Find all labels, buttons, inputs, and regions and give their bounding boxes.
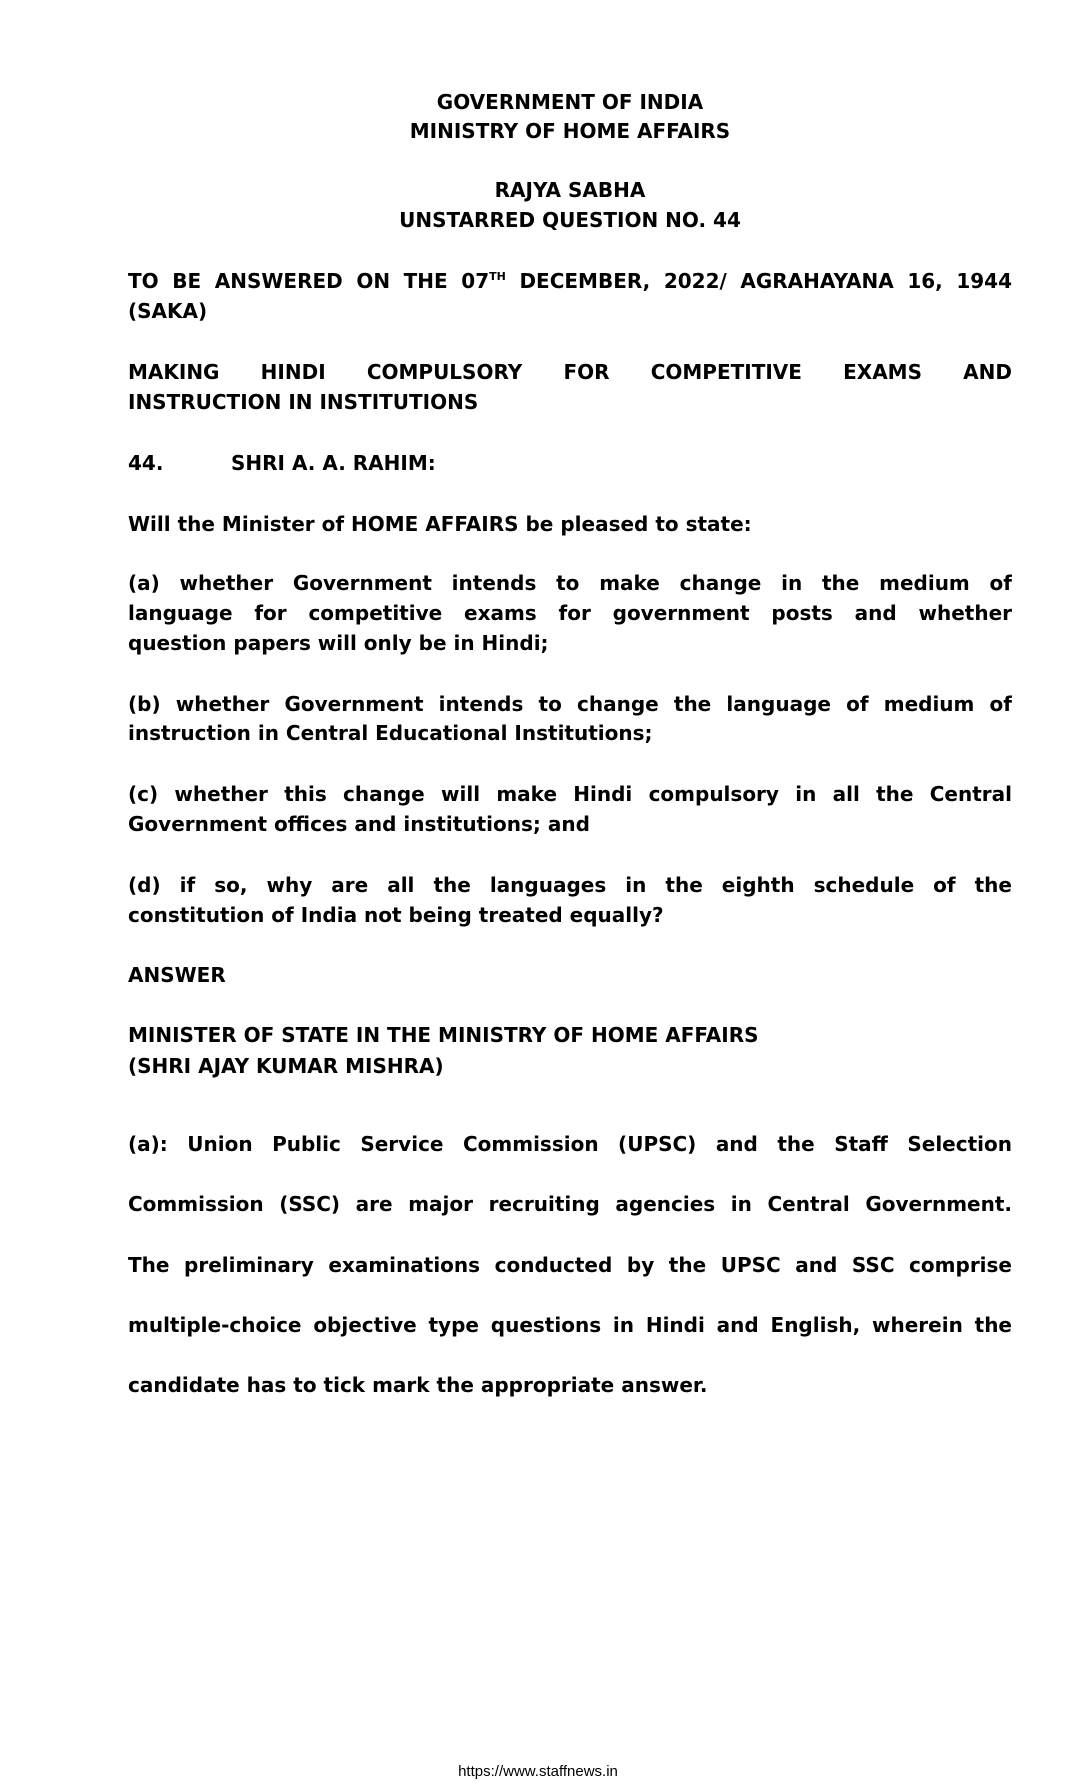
answer-text-line: candidate has to tick mark the appropriate answer.	[128, 1373, 708, 1397]
footer-url: https://www.staffnews.in	[458, 1763, 618, 1780]
question-part-c-line: (c) whether this change will make Hindi compulsory in all the Central	[128, 782, 1012, 806]
question-part-a-line: question papers will only be in Hindi;	[128, 631, 549, 655]
question-member-row	[128, 448, 1012, 478]
question-part-b-line: (b) whether Government intends to change the language of medium of	[128, 692, 1012, 716]
answer-date-suffix: DECEMBER, 2022/ AGRAHAYANA 16, 1944	[505, 269, 1012, 293]
answer-text-line: multiple-choice objective type questions in Hindi and English, wherein the	[128, 1313, 1012, 1337]
minister-designation: MINISTER OF STATE IN THE MINISTRY OF HOME AFFAIRS	[128, 1023, 759, 1047]
question-part-c-line: Government offices and institutions; and	[128, 812, 590, 836]
answer-date-saka: (SAKA)	[128, 299, 208, 323]
question-number-title: UNSTARRED QUESTION NO. 44	[399, 208, 741, 232]
government-title: GOVERNMENT OF INDIA	[436, 90, 704, 114]
question-part-b-line: instruction in Central Educational Institutions;	[128, 721, 653, 745]
question-part-a-line: language for competitive exams for government posts and whether	[128, 601, 1012, 625]
answer-text-line: (a): Union Public Service Commission (UPSC) and the Staff Selection	[128, 1132, 1012, 1156]
subject-line: MAKING HINDI COMPULSORY FOR COMPETITIVE EXAMS AND	[128, 360, 1012, 384]
minister-name: (SHRI AJAY KUMAR MISHRA)	[128, 1054, 444, 1078]
question-part-a-line: (a) whether Government intends to make change in the medium of	[128, 571, 1012, 595]
ministry-title: MINISTRY OF HOME AFFAIRS	[409, 119, 731, 143]
house-title: RAJYA SABHA	[494, 178, 646, 202]
question-number: 44.	[128, 451, 164, 475]
question-member-name: SHRI A. A. RAHIM:	[231, 451, 436, 475]
subject-line: INSTRUCTION IN INSTITUTIONS	[128, 390, 479, 414]
answer-date-prefix: TO BE ANSWERED ON THE 07	[128, 269, 490, 293]
question-intro: Will the Minister of HOME AFFAIRS be pleased to state:	[128, 512, 752, 536]
question-part-d-line: constitution of India not being treated equally?	[128, 903, 664, 927]
answer-text-line: The preliminary examinations conducted by the UPSC and SSC comprise	[128, 1253, 1012, 1277]
answer-heading: ANSWER	[128, 963, 226, 987]
answer-date-superscript: TH	[489, 270, 506, 283]
answer-text-line: Commission (SSC) are major recruiting agencies in Central Government.	[128, 1192, 1012, 1216]
answer-date-line	[128, 266, 1012, 296]
question-part-d-line: (d) if so, why are all the languages in the eighth schedule of the	[128, 873, 1012, 897]
